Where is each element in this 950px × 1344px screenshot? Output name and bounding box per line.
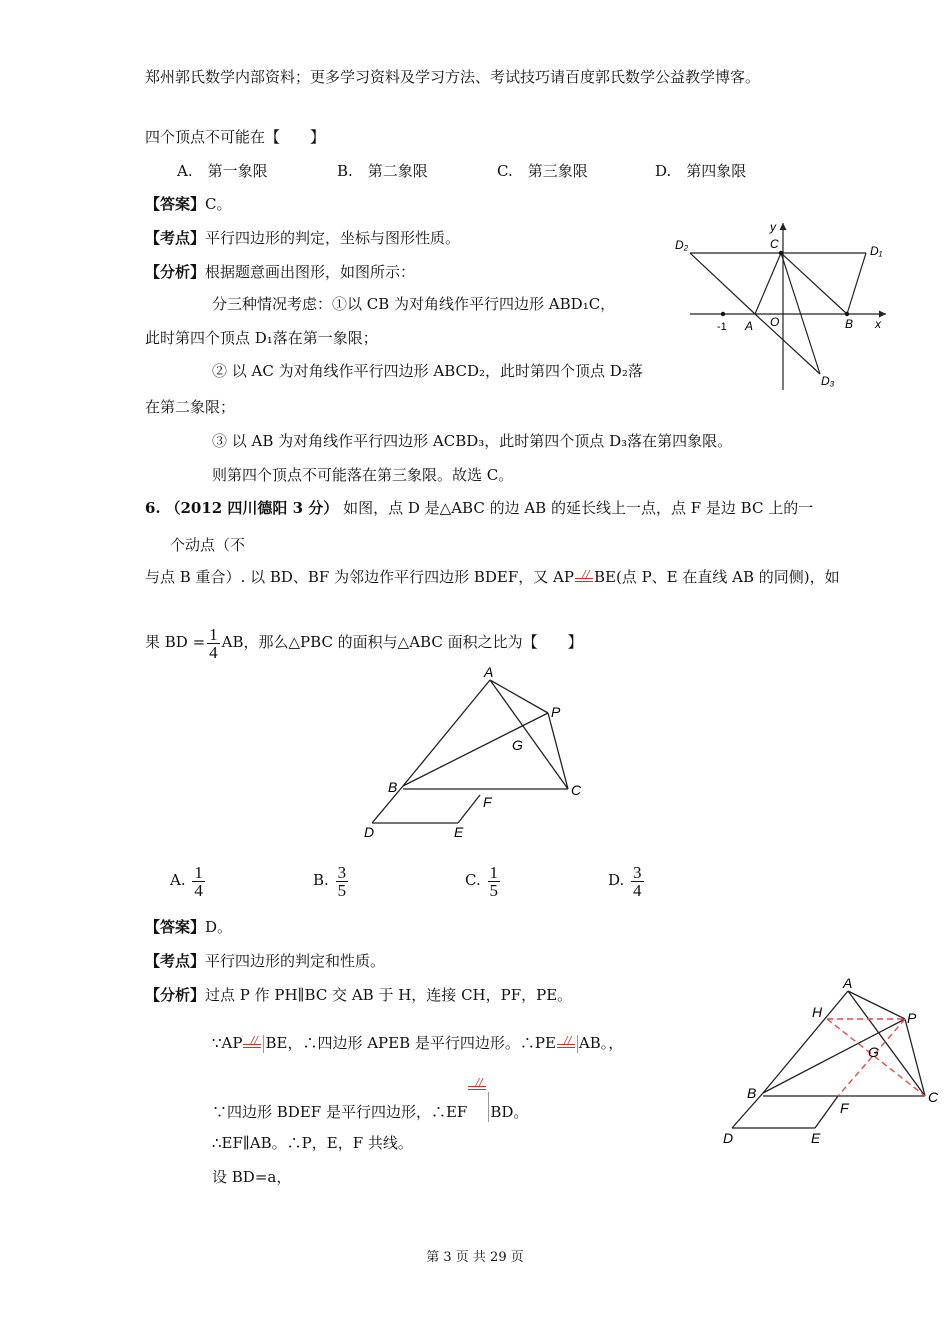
page-header: 郑州郭氏数学内部资料；更多学习资料及学习方法、考试技巧请百度郭氏数学公益教学博客。 (145, 68, 761, 86)
q5-point-row (145, 228, 460, 248)
segment-p-c (905, 1019, 925, 1096)
q5-analysis-line5: 在第二象限； (145, 398, 236, 416)
q5-option-d: D. 第四象限 (655, 162, 747, 180)
label-e: E (454, 824, 464, 840)
q6-point-row (145, 951, 385, 971)
q5-answer-row (145, 194, 232, 214)
segment-e-f (458, 795, 480, 823)
label-a: A (484, 665, 494, 680)
parallel-equal-icon: // (242, 1036, 262, 1052)
point-c (779, 251, 783, 255)
label-x: x (875, 317, 881, 331)
label-o: O (770, 315, 780, 329)
q6-option-d (608, 858, 646, 902)
label-c: C (928, 1089, 939, 1105)
q5-analysis-line2: 分三种情况考虑：①以 CB 为对角线作平行四边形 ABD₁C， (212, 295, 616, 313)
fraction-one-quarter (207, 626, 220, 661)
fraction-denominator: 4 (209, 642, 218, 662)
segment-a-b (403, 680, 490, 786)
q6-stem-text4b: AB，那么△PBC 的面积与△ABC 面积之比为【 】 (221, 633, 583, 651)
point-tag: 【考点】 (145, 952, 206, 970)
point-text: 平行四边形的判定，坐标与图形性质。 (205, 229, 461, 247)
segment-d2-a (690, 253, 755, 314)
q5-option-b: B. 第二象限 (337, 162, 428, 180)
segment-a-c (848, 991, 925, 1096)
label-c: C (770, 237, 779, 251)
label-d3: D₃ (821, 374, 835, 388)
label-a: A (745, 319, 754, 333)
q6-stem-line4 (145, 622, 583, 662)
parallel-equal-icon: // (556, 1036, 576, 1052)
fraction-denominator: 5 (489, 880, 498, 900)
label-b: B (747, 1085, 757, 1101)
q6-triangle-figure (355, 665, 595, 845)
q6-stem-text3a: 与点 B 重合）. 以 BD、BF 为邻边作平行四边形 BDEF，又 AP (145, 568, 574, 586)
analysis-tag: 【分析】 (145, 263, 206, 281)
answer-text: D。 (205, 918, 233, 936)
label-p: P (907, 1010, 917, 1026)
fraction-denominator: 4 (194, 880, 203, 900)
option-letter: A. (170, 871, 186, 889)
fraction-denominator: 5 (337, 880, 347, 900)
fraction-numerator: 3 (337, 862, 347, 882)
q5-stem-tail: 四个顶点不可能在【 】 (145, 128, 326, 146)
q6-answer-row (145, 917, 232, 937)
q6-stem-text4a: 果 BD = (145, 633, 206, 651)
point-text: 平行四边形的判定和性质。 (205, 952, 386, 970)
q6-analysis-line5: 设 BD=a， (212, 1168, 292, 1186)
label-h: H (812, 1004, 823, 1020)
segment-a-p (490, 680, 548, 713)
segment-e-f (815, 1096, 838, 1128)
q6-analysis-row (145, 985, 572, 1005)
analysis-tag: 【分析】 (145, 986, 206, 1004)
segment-a-c (490, 680, 568, 789)
page-footer: 第 3 页 共 29 页 (426, 1250, 524, 1265)
y-axis-arrow (780, 223, 787, 230)
label-d: D (723, 1130, 734, 1146)
fraction-numerator: 1 (194, 862, 203, 882)
label-d1: D₁ (870, 244, 883, 258)
label-b: B (388, 779, 398, 795)
label-g: G (512, 737, 523, 753)
segment-f-b (403, 789, 480, 795)
label-g: G (868, 1044, 879, 1060)
point-b (845, 312, 849, 316)
option-fraction (336, 864, 349, 899)
q5-analysis-line4: ② 以 AC 为对角线作平行四边形 ABCD₂，此时第四个顶点 D₂落 (212, 362, 643, 380)
label-b: B (845, 317, 854, 331)
label-a: A (843, 975, 853, 991)
option-letter: C. (465, 871, 481, 889)
analysis-text-3b: BD。 (490, 1103, 529, 1121)
q6-option-a (170, 858, 207, 902)
segment-b-p (763, 1019, 905, 1093)
option-fraction (631, 864, 644, 899)
q6-source: （2012 四川德阳 3 分） (165, 499, 339, 517)
q6-option-c (465, 858, 502, 902)
q6-stem-line2: 个动点（不 (170, 536, 246, 554)
q5-option-a: A. 第一象限 (177, 162, 268, 180)
point-tag: 【考点】 (145, 229, 206, 247)
label-y: y (770, 220, 776, 234)
analysis-text-2c: AB。， (578, 1034, 624, 1052)
parallel-equal-icon: // (574, 570, 594, 586)
analysis-text-2a: ∵AP (212, 1034, 243, 1052)
analysis-text-3a: ∵四边形 BDEF 是平行四边形，∴EF (212, 1103, 468, 1121)
label-f: F (840, 1100, 849, 1116)
label-neg1: -1 (717, 321, 727, 333)
q6-analysis-line2 (212, 1033, 623, 1053)
option-fraction (488, 864, 501, 899)
q5-option-c: C. 第三象限 (497, 162, 588, 180)
q6-stem-line1 (145, 498, 813, 518)
q6-analysis-line4: ∴EF∥AB。∴P，E，F 共线。 (212, 1134, 413, 1152)
label-d2: D₂ (675, 238, 689, 252)
answer-text: C。 (205, 195, 232, 213)
segment-p-c (548, 713, 568, 789)
q6-number: 6. (145, 499, 161, 517)
fraction-numerator: 1 (209, 624, 218, 644)
analysis-text: 根据题意画出图形，如图所示： (205, 263, 416, 281)
q5-coordinate-figure (670, 218, 895, 393)
q6-stem-line3 (145, 567, 840, 587)
fraction-numerator: 1 (489, 862, 498, 882)
answer-tag: 【答案】 (145, 918, 206, 936)
q6-analysis-figure (715, 975, 950, 1150)
option-letter: B. (313, 871, 329, 889)
answer-tag: 【答案】 (145, 195, 206, 213)
segment-a-c (755, 253, 781, 314)
option-fraction (192, 864, 205, 899)
segment-b-d1 (847, 253, 866, 314)
label-p: P (551, 704, 561, 720)
segment-a-b (763, 991, 848, 1093)
label-f: F (483, 794, 492, 810)
segment-a-p (848, 991, 905, 1019)
fraction-numerator: 3 (633, 862, 642, 882)
label-e: E (811, 1130, 821, 1146)
q6-stem-text3b: BE(点 P、E 在直线 AB 的同侧)，如 (593, 568, 840, 586)
label-d: D (364, 824, 375, 840)
q6-analysis-line3 (212, 1076, 529, 1122)
option-letter: D. (608, 871, 625, 889)
label-c: C (571, 782, 582, 798)
q5-analysis-line7: 则第四个顶点不可能落在第三象限。故选 C。 (212, 466, 514, 484)
segment-b-p (403, 713, 548, 786)
divider (577, 1035, 578, 1053)
q6-option-b (313, 858, 350, 902)
analysis-text: 过点 P 作 PH∥BC 交 AB 于 H，连接 CH，PF，PE。 (205, 986, 573, 1004)
q5-analysis-line6: ③ 以 AB 为对角线作平行四边形 ACBD₃，此时第四个顶点 D₃落在第四象限。 (212, 432, 733, 450)
point-neg1 (721, 312, 725, 316)
fraction-denominator: 4 (633, 880, 642, 900)
analysis-text-2b: BE，∴四边形 APEB 是平行四边形。∴PE (265, 1034, 556, 1052)
q5-analysis-row (145, 262, 415, 282)
q6-stem-text1: 如图，点 D 是△ABC 的边 AB 的延长线上一点，点 F 是边 BC 上的一 (343, 499, 814, 517)
parallel-equal-icon: // (467, 1078, 487, 1094)
q5-analysis-line3: 此时第四个顶点 D₁落在第一象限； (145, 329, 378, 347)
